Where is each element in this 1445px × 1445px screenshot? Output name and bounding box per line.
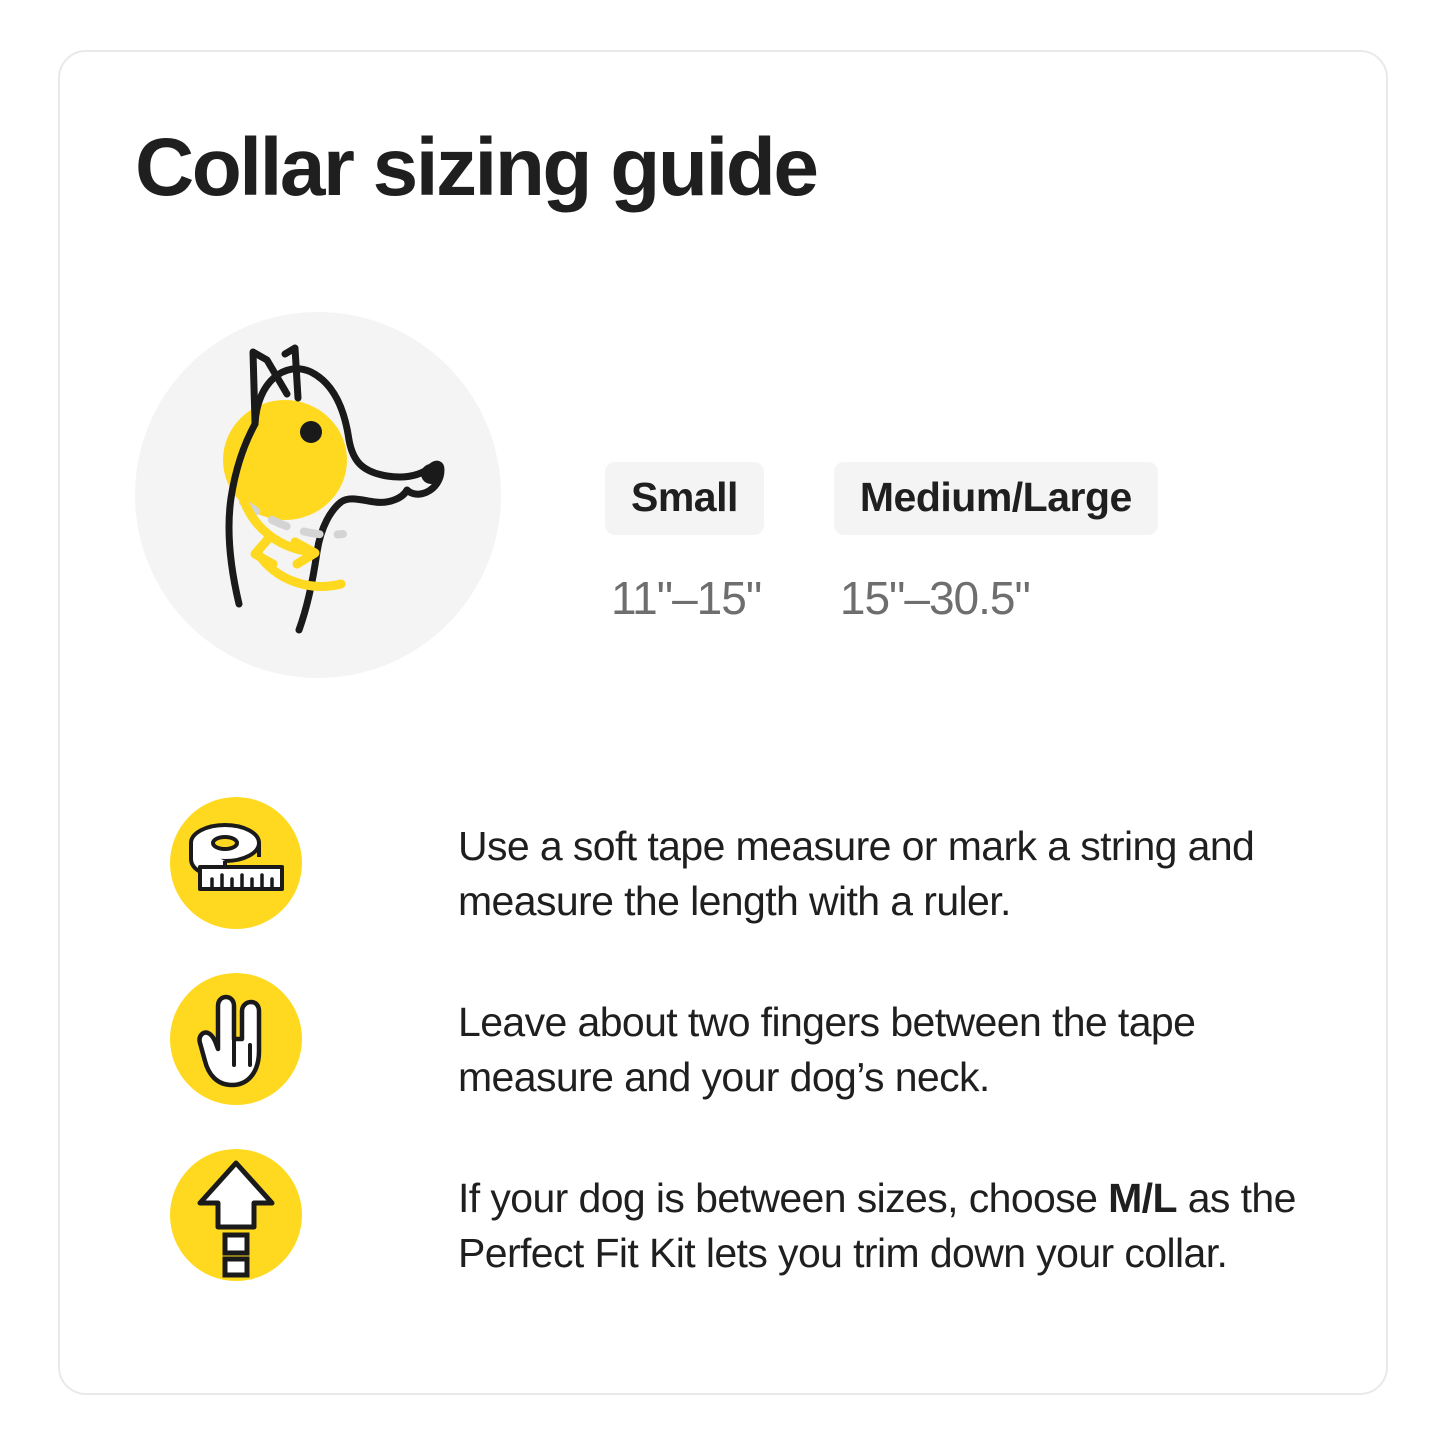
size-options xyxy=(605,462,1158,625)
hero-section xyxy=(135,312,1315,702)
size-label: Small xyxy=(605,462,764,535)
dog-head-measuring-icon xyxy=(135,312,501,678)
size-range: 11"–15" xyxy=(611,572,762,624)
size-range: 15"–30.5" xyxy=(839,572,1030,624)
list-item xyxy=(170,973,1330,1143)
tip-text-before: If your dog is between sizes, choose xyxy=(458,1175,1109,1221)
size-label: Medium/Large xyxy=(834,462,1158,535)
tip-text xyxy=(458,1171,1358,1281)
tip-text: Leave about two fingers between the tape measure and your dog’s neck. xyxy=(458,999,1196,1100)
tips-list xyxy=(170,797,1330,1325)
list-item xyxy=(170,1149,1330,1319)
size-option-small xyxy=(605,462,764,625)
tip-text-after: as the Perfect Fit Kit lets you trim down your collar. xyxy=(458,1175,1296,1276)
two-fingers-icon xyxy=(170,973,302,1105)
page-title: Collar sizing guide xyxy=(135,122,817,213)
size-option-medium-large xyxy=(834,462,1158,625)
tip-text: Use a soft tape measure or mark a string and measure the length with a ruler. xyxy=(458,823,1255,924)
tip-text-bold: M/L xyxy=(1108,1175,1177,1221)
list-item xyxy=(170,797,1330,967)
tape-measure-icon xyxy=(170,797,302,929)
size-up-arrow-icon xyxy=(170,1149,302,1281)
collar-sizing-card xyxy=(58,50,1388,1395)
